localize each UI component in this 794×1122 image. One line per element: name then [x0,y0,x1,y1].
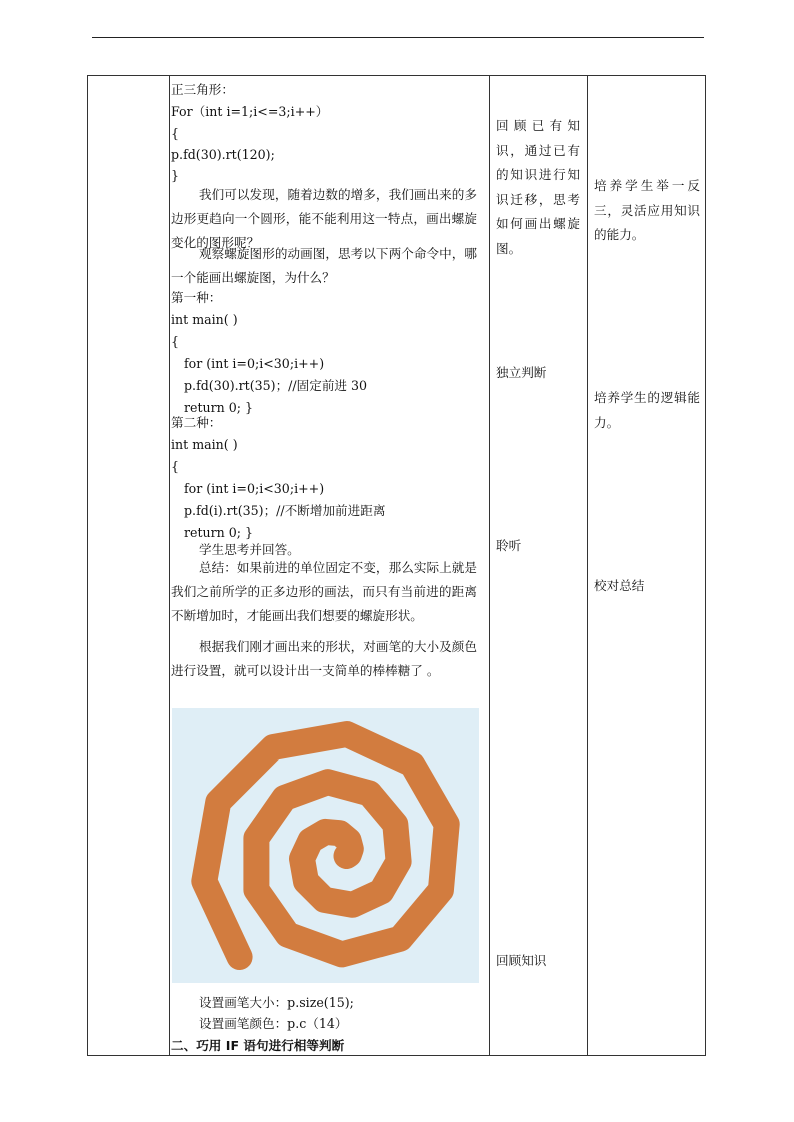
code-line: { [171,126,180,141]
lesson-table [87,75,706,1056]
activity-text: 回顾已有知识，通过已有的知识进行知识迁移，思考如何画出螺旋图。 [496,118,580,256]
activity-text: 聆听 [496,538,522,553]
code-line: return 0; } [184,400,254,415]
option2-label: 第二种： [171,415,222,430]
paragraph: 我们可以发现，随着边数的增多，我们画出来的多边形更趋向一个圆形，能不能利用这一特点，画出螺旋变化的图形呢？ [171,187,477,250]
student-activity-cell [490,76,588,1056]
code-line: for (int i=0;i<30;i++) [184,356,325,371]
code-line: return 0; } [184,525,254,540]
code-line: for (int i=0;i<30;i++) [184,481,325,496]
code-line: int main( ) [171,312,238,327]
activity-text: 独立判断 [496,365,547,380]
code-line: p.fd(30).rt(35)；//固定前进 30 [184,378,368,393]
content-cell [170,76,490,1056]
code-line: p.fd(i).rt(35)；//不断增加前进距离 [184,503,386,518]
option1-label: 第一种： [171,290,222,305]
code-line: For（int i=1;i<=3;i++） [171,104,329,119]
intent-text: 校对总结 [594,578,645,593]
spiral-stroke [204,734,446,957]
code-line: { [171,459,180,474]
stage-cell [88,76,170,1056]
intent-text: 培养学生的逻辑能力。 [594,390,700,430]
activity-text: 回顾知识 [496,953,547,968]
pen-color-line: 设置画笔颜色：p.c（14） [199,1016,348,1031]
paragraph: 观察螺旋图形的动画图，思考以下两个命令中，哪一个能画出螺旋图，为什么？ [171,246,477,285]
paragraph: 总结：如果前进的单位固定不变，那么实际上就是我们之前所学的正多边形的画法，而只有当前进的距离不断增加时，才能画出我们想要的螺旋形状。 [171,560,477,623]
pen-size-line: 设置画笔大小：p.size(15); [199,995,354,1010]
paragraph: 根据我们刚才画出来的形状，对画笔的大小及颜色进行设置，就可以设计出一支简单的棒棒糖了 。 [171,639,477,678]
lollipop-image [172,708,479,983]
design-intent-cell [588,76,706,1056]
code-line: { [171,334,180,349]
paragraph: 学生思考并回答。 [199,542,300,557]
code-line: int main( ) [171,437,238,452]
code-line: } [171,168,180,183]
section2-title: 二、巧用 IF 语句进行相等判断 [171,1038,345,1053]
code-line: p.fd(30).rt(120); [171,147,275,162]
header-rule [92,37,704,38]
spiral-graphic [172,708,479,983]
intent-text: 培养学生举一反三，灵活应用知识的能力。 [594,178,700,242]
triangle-heading: 正三角形： [171,82,234,97]
